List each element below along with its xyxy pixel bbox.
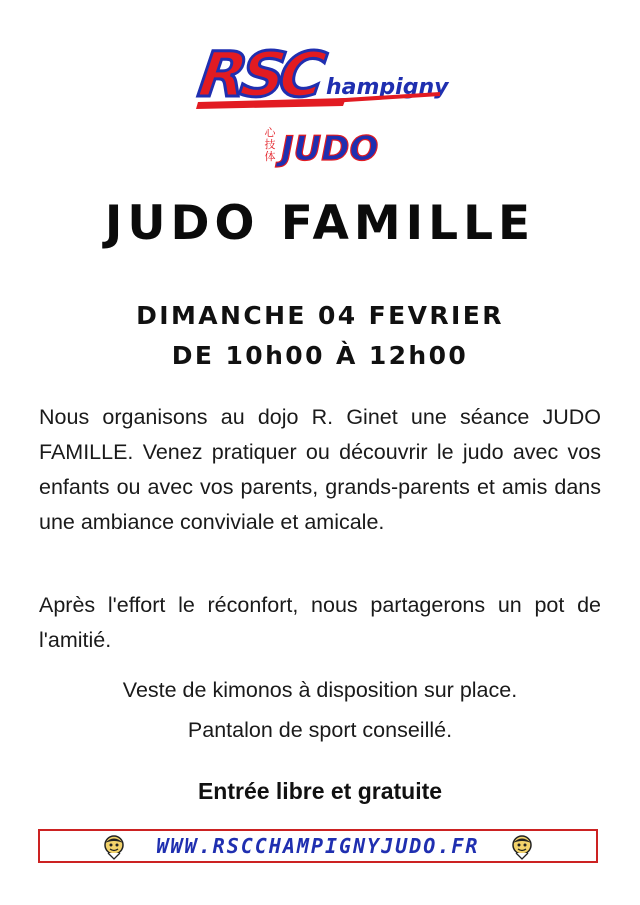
kimono-note: Veste de kimonos à disposition sur place.: [122, 678, 518, 702]
event-time-line: DE 10h00 À 12h00: [171, 341, 469, 370]
logo-initials: RSC: [194, 38, 325, 111]
event-title: JUDO FAMILLE: [104, 196, 536, 251]
pants-note: Pantalon de sport conseillé.: [187, 718, 453, 742]
website-banner: [38, 829, 598, 863]
club-logo: [0, 28, 640, 168]
intro-paragraph: Nous organisons au dojo R. Ginet une séance JUDO FAMILLE. Venez pratiquer ou découvrir le judo avec vos enfants ou avec vos parents, grands-parents et amis dans une ambiance conviviale et amicale.: [39, 405, 601, 534]
entry-free-text: Entrée libre et gratuite: [197, 778, 443, 804]
logo-sport: JUDO: [281, 129, 379, 168]
logo-kanji-3: 体: [264, 150, 276, 163]
logo-city: hampigny: [326, 75, 449, 100]
website-url[interactable]: WWW.RSCCHAMPIGNYJUDO.FR: [156, 834, 480, 858]
event-date-block: [60, 296, 580, 376]
judoka-face-icon: [510, 834, 534, 860]
judoka-face-icon: [102, 834, 126, 860]
second-paragraph: Après l'effort le réconfort, nous partagerons un pot de l'amitié.: [39, 593, 601, 652]
event-date-line: DIMANCHE 04 FEVRIER: [136, 301, 504, 330]
logo-kanji-1: 心: [264, 126, 276, 139]
logo-kanji-2: 技: [264, 138, 276, 151]
